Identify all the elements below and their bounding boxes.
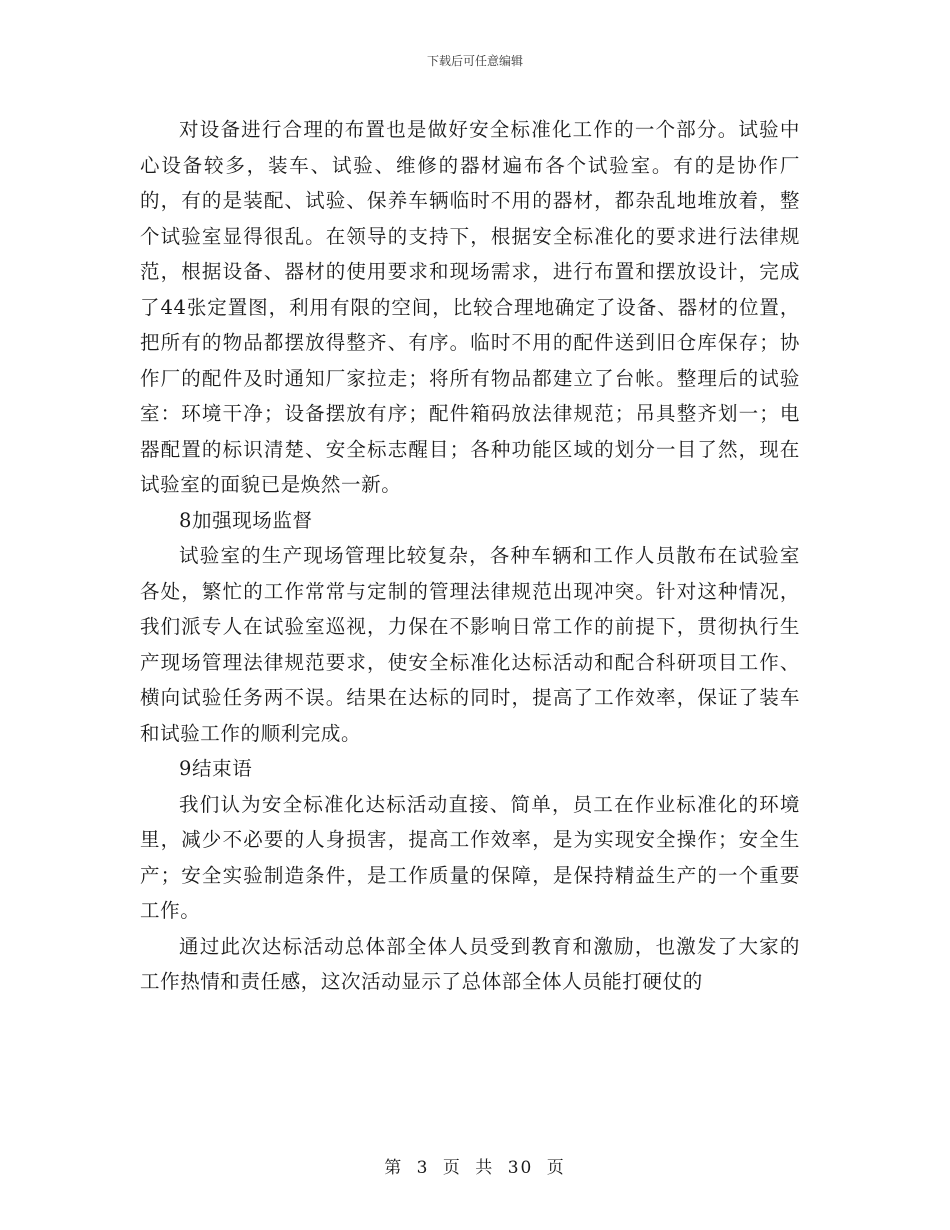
section-heading-8: 8加强现场监督 bbox=[179, 508, 313, 532]
section-heading-9: 9结束语 bbox=[179, 757, 253, 780]
paragraph-conclusion: 我们认为安全标准化达标活动直接、简单，员工在作业标准化的环境里，减少不必要的人身损害，提高工作效率，是为实现安全操作；安全生产；安全实验制造条件，是工作质量的保障，是保持精益生产的一个重要工作。 bbox=[140, 792, 800, 922]
page-number-footer: 第 3 页 共 30 页 bbox=[384, 1158, 566, 1178]
page-header: 下载后可任意编辑 bbox=[426, 54, 523, 68]
paragraph-equipment-layout: 对设备进行合理的布置也是做好安全标准化工作的一个部分。试验中心设备较多，装车、试验、维修的器材遍布各个试验室。有的是协作厂的，有的是装配、试验、保养车辆临时不用的器材，都杂乱地堆放着，整个试验室显得很乱。在领导的支持下，根据安全标准化的要求进行法律规范，根据设备、器材的使用要求和现场需求，进行布置和摆放设计，完成了44张定置图，利用有限的空间，比较合理地确定了设备、器材的位置，把所有的物品都摆放得整齐、有序。临时不用的配件送到旧仓库保存；协作厂的配件及时通知厂家拉走；将所有物品都建立了台帐。整理后的试验室：环境干净；设备摆放有序；配件箱码放法律规范；吊具整齐划一；电器配置的标识清楚、安全标志醒目；各种功能区域的划分一目了然，现在试验室的面貌已是焕然一新。 bbox=[140, 118, 800, 496]
document-body bbox=[140, 112, 800, 1000]
paragraph-site-supervision: 试验室的生产现场管理比较复杂，各种车辆和工作人员散布在试验室各处，繁忙的工作常常与定制的管理法律规范出现冲突。针对这种情况，我们派专人在试验室巡视，力保在不影响日常工作的前提下，贯彻执行生产现场管理法律规范要求，使安全标准化达标活动和配合科研项目工作、横向试验任务两不误。结果在达标的同时，提高了工作效率，保证了装车和试验工作的顺利完成。 bbox=[140, 544, 800, 745]
paragraph-closing: 通过此次达标活动总体部全体人员受到教育和激励，也激发了大家的工作热情和责任感，这次活动显示了总体部全体人员能打硬仗的 bbox=[140, 934, 800, 993]
